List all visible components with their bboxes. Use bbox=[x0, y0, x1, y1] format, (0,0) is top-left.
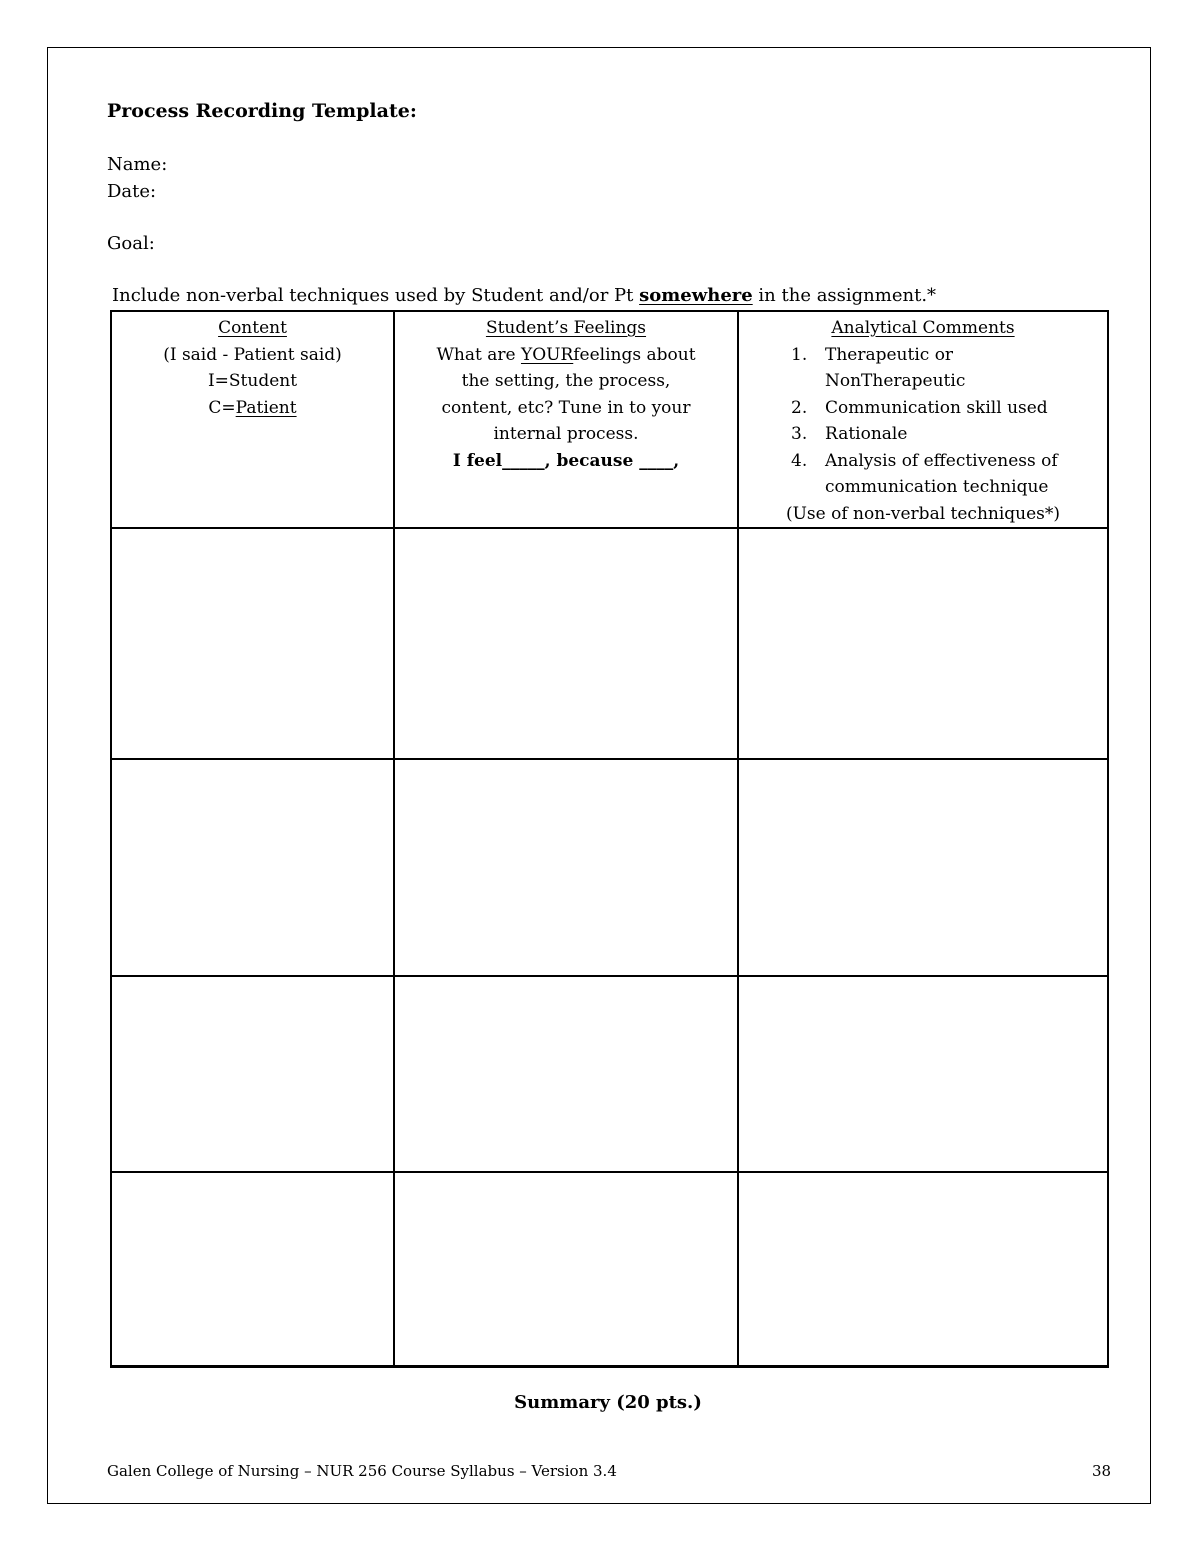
process-recording-table bbox=[110, 310, 1109, 1368]
page-number: 38 bbox=[1092, 1462, 1112, 1480]
content-line-2: I=Student bbox=[207, 371, 298, 391]
footer-text: Galen College of Nursing – NUR 256 Course Syllabus – Version 3.4 bbox=[107, 1462, 617, 1480]
header-row bbox=[111, 311, 1108, 528]
feelings-line-2: the setting, the process, bbox=[461, 371, 671, 391]
entry-cell[interactable] bbox=[738, 976, 1108, 1172]
feelings-line-3: content, etc? Tune in to your bbox=[441, 397, 691, 418]
entry-cell[interactable] bbox=[111, 976, 394, 1172]
analytical-column-title: Analytical Comments bbox=[831, 318, 1015, 338]
content-line-1: (I said - Patient said) bbox=[163, 344, 342, 365]
content-column-title: Content bbox=[218, 318, 287, 338]
summary-heading: Summary (20 pts.) bbox=[514, 1392, 702, 1413]
table-row bbox=[111, 759, 1108, 976]
table-row bbox=[111, 1172, 1108, 1366]
analytical-list bbox=[739, 342, 1107, 501]
list-item: 4. Analysis of effectiveness of communication technique bbox=[791, 450, 1058, 497]
feelings-line-5: I feel_____, because ____, bbox=[452, 450, 680, 471]
analytical-header-cell bbox=[738, 311, 1108, 528]
feelings-line-4: internal process. bbox=[493, 424, 639, 444]
table-row bbox=[111, 976, 1108, 1172]
entry-cell[interactable] bbox=[111, 1172, 394, 1366]
feelings-header-cell bbox=[394, 311, 738, 528]
content-header-cell bbox=[111, 311, 394, 528]
feelings-line-1: What are YOURfeelings about bbox=[436, 344, 696, 365]
instruction-emphasis: somewhere bbox=[639, 285, 753, 306]
entry-cell[interactable] bbox=[111, 528, 394, 759]
name-field-label: Name: bbox=[107, 154, 168, 175]
instruction-after: in the assignment.* bbox=[752, 285, 937, 306]
document-title: Process Recording Template: bbox=[107, 100, 417, 122]
table-row bbox=[111, 528, 1108, 759]
list-item: 3. Rationale bbox=[791, 424, 908, 444]
feelings-column-title: Student’s Feelings bbox=[485, 318, 647, 338]
entry-cell[interactable] bbox=[394, 976, 738, 1172]
entry-cell[interactable] bbox=[738, 759, 1108, 976]
content-line-3: C=Patient bbox=[208, 397, 297, 418]
entry-cell[interactable] bbox=[394, 1172, 738, 1366]
date-field-label: Date: bbox=[107, 181, 157, 202]
instruction-text bbox=[112, 285, 936, 306]
list-item: 2. Communication skill used bbox=[791, 397, 1048, 418]
entry-cell[interactable] bbox=[394, 528, 738, 759]
list-item: 1. Therapeutic or NonTherapeutic bbox=[791, 344, 966, 391]
entry-cell[interactable] bbox=[394, 759, 738, 976]
analytical-note: (Use of non-verbal techniques*) bbox=[785, 503, 1061, 524]
entry-cell[interactable] bbox=[738, 528, 1108, 759]
instruction-before: Include non-verbal techniques used by Student and/or Pt bbox=[112, 285, 640, 306]
entry-cell[interactable] bbox=[111, 759, 394, 976]
goal-field-label: Goal: bbox=[107, 233, 155, 254]
entry-cell[interactable] bbox=[738, 1172, 1108, 1366]
